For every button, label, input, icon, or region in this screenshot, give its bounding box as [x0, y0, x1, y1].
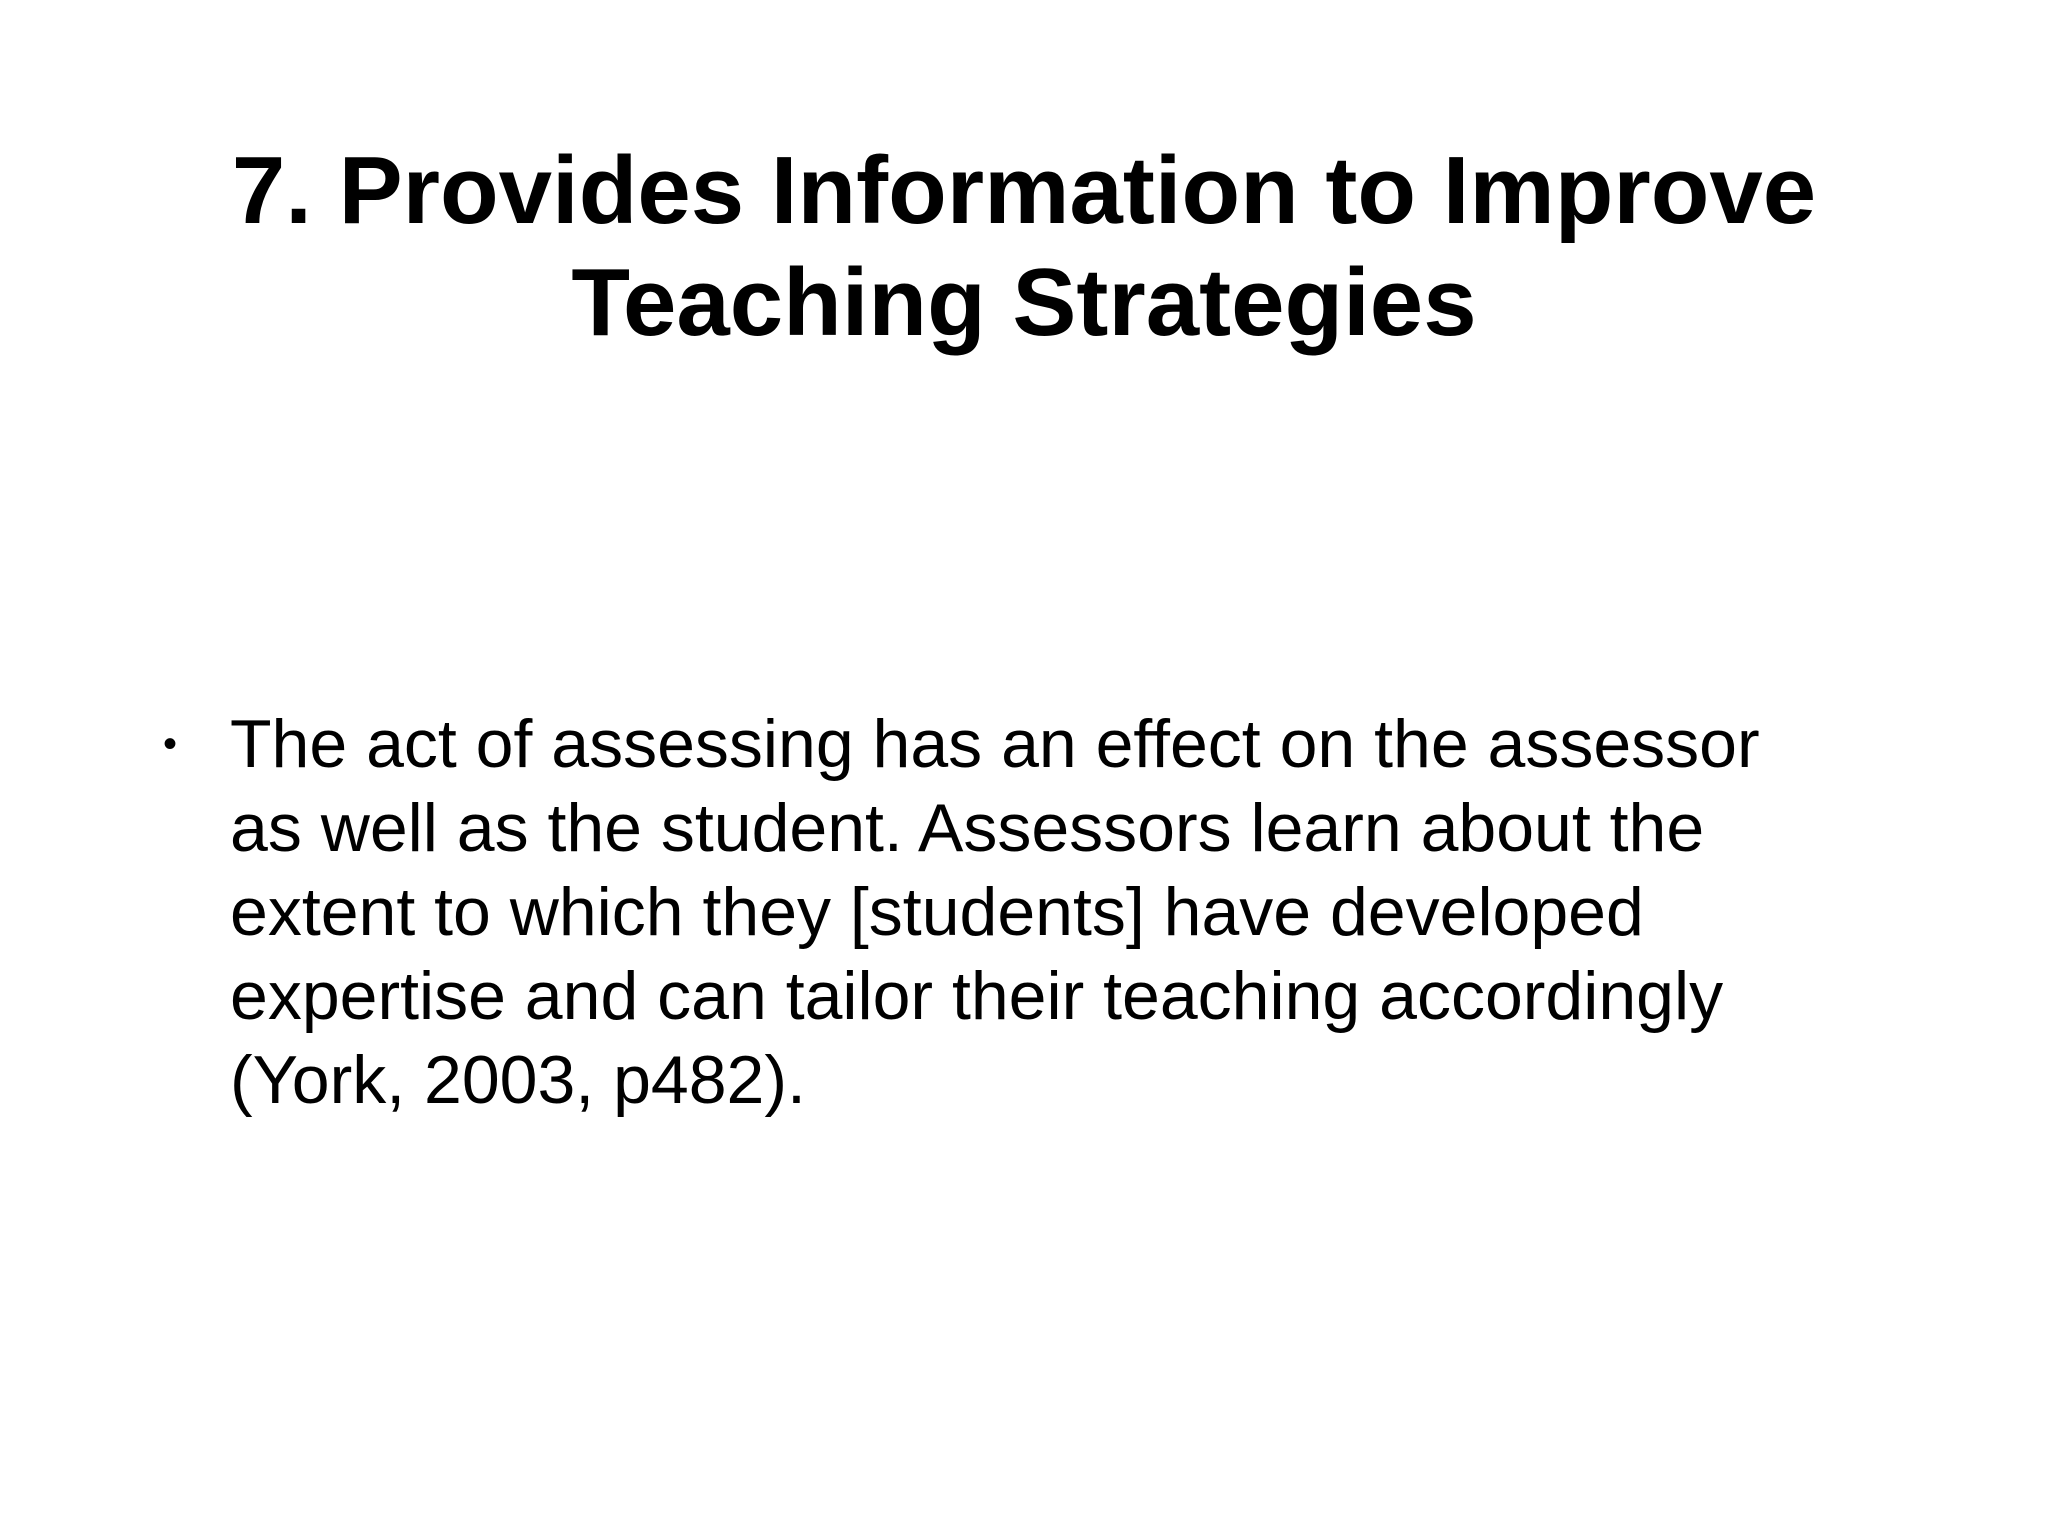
bullet-text-line: The act of assessing has an effect on the assessor [230, 706, 1760, 782]
bullet-dot-icon: • [162, 722, 177, 766]
slide-title-line: 7. Provides Information to Improve [231, 137, 1817, 244]
bullet-text-line: extent to which they [students] have developed [230, 874, 1644, 950]
bullet-text-line: expertise and can tailor their teaching accordingly [230, 958, 1724, 1034]
bullet-text-line: as well as the student. Assessors learn about the [230, 790, 1705, 866]
slide-title [150, 135, 1898, 359]
bullet-text-line: (York, 2003, p482). [230, 1042, 806, 1118]
slide-title-line: Teaching Strategies [571, 249, 1477, 356]
bullet-item [150, 702, 1910, 1122]
bullet-list [150, 702, 1910, 1122]
